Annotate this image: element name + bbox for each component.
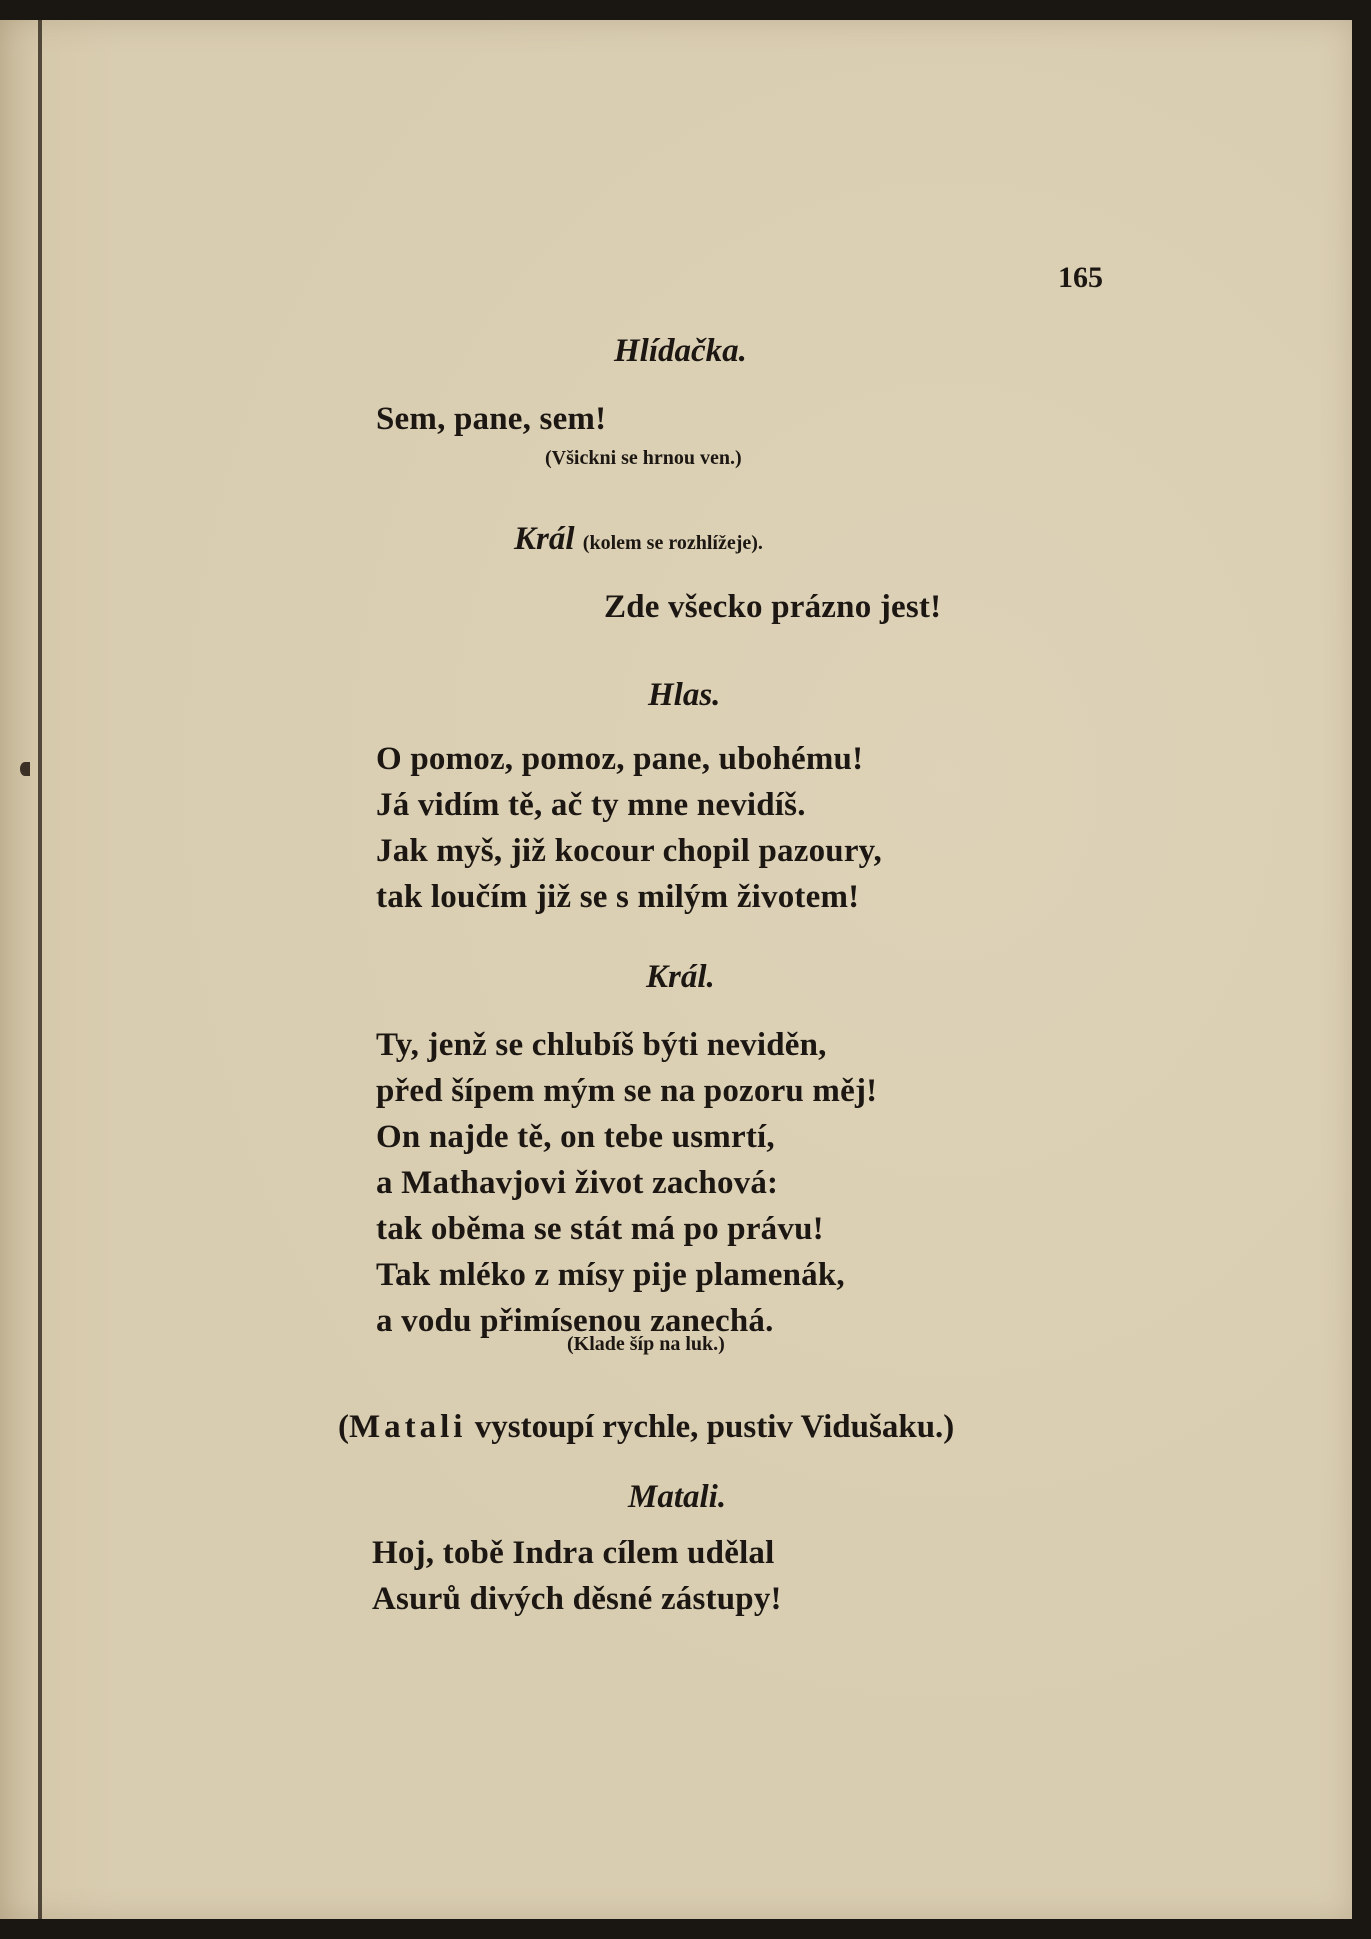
verse-line: Zde všecko prázno jest! <box>604 589 942 625</box>
stage-direction-text: vystoupí rychle, pustiv Vidušaku.) <box>466 1409 955 1445</box>
verse-line: Asurů divých děsné zástupy! <box>372 1581 782 1617</box>
verse-line: tak oběma se stát má po právu! <box>376 1211 824 1247</box>
stage-direction: (Všickni se hrnou ven.) <box>545 447 742 469</box>
speaker-kral-name: Král <box>514 521 575 557</box>
stage-character-name: Matali <box>349 1409 467 1445</box>
speaker-kral: Král. <box>646 959 715 995</box>
verse-line: Já vidím tě, ač ty mne nevidíš. <box>376 787 806 823</box>
speaker-hlidacka: Hlídačka. <box>614 333 747 369</box>
verse-line: Tak mléko z mísy pije plamenák, <box>376 1257 845 1293</box>
speaker-matali: Matali. <box>628 1479 727 1515</box>
verse-line: Sem, pane, sem! <box>376 401 607 437</box>
verse-line: Jak myš, již kocour chopil pazoury, <box>376 833 883 869</box>
stage-open-paren: ( <box>338 1409 349 1445</box>
speaker-kral <box>514 518 763 564</box>
verse-line: a Mathavjovi život zachová: <box>376 1165 779 1201</box>
page-gutter-edge <box>38 20 42 1919</box>
gutter-mark <box>20 762 30 776</box>
verse-line: On najde tě, on tebe usmrtí, <box>376 1119 775 1155</box>
speaker-hlas: Hlas. <box>648 677 721 713</box>
verse-line: O pomoz, pomoz, pane, ubohému! <box>376 741 864 777</box>
stage-direction-matali <box>338 1406 954 1448</box>
stage-direction-inline: (kolem se rozhlížeje). <box>582 532 763 554</box>
verse-line: před šípem mým se na pozoru měj! <box>376 1073 878 1109</box>
page-number: 165 <box>1058 261 1103 294</box>
verse-line: Ty, jenž se chlubíš býti neviděn, <box>376 1027 827 1063</box>
verse-line: Hoj, tobě Indra cílem udělal <box>372 1535 775 1571</box>
verse-line: tak loučím již se s milým životem! <box>376 879 860 915</box>
verse-line: a vodu přimísenou zanechá. <box>376 1303 774 1339</box>
stage-direction: (Klade šíp na luk.) <box>567 1333 725 1355</box>
